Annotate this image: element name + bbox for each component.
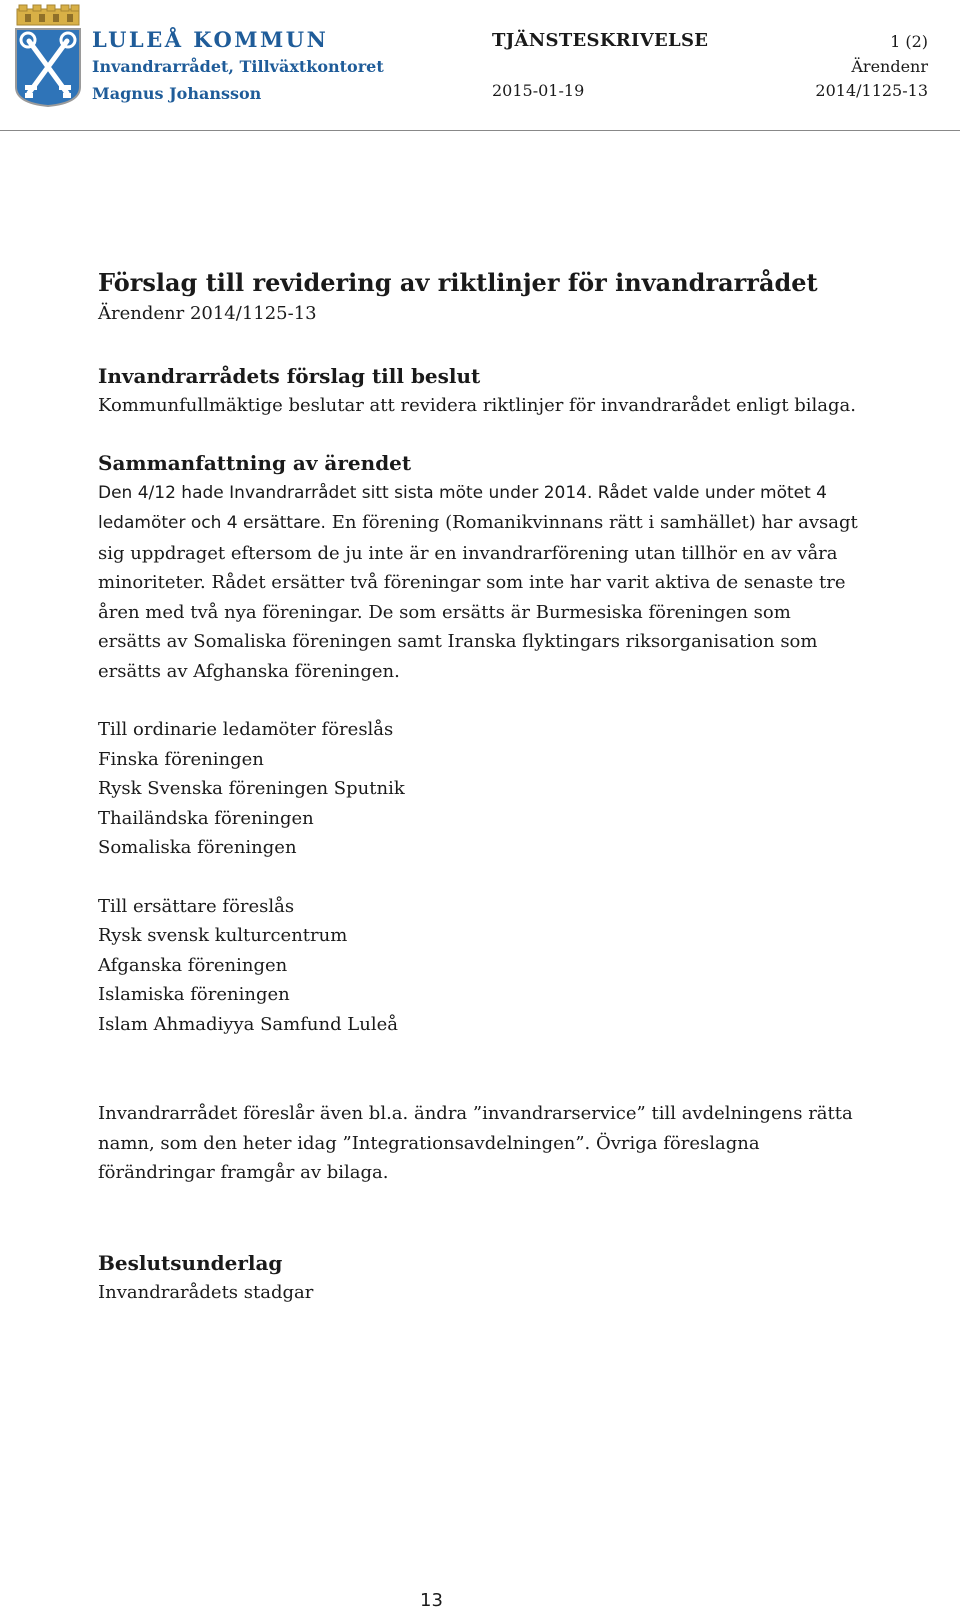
summary-text-start: Den 4/12 hade Invandrarrådet sitt sista möte under 2014. Rådet valde under mötet 4 ledamöter och 4 ersättare.	[98, 482, 827, 533]
reference-label: Ärendenr	[851, 57, 928, 76]
document-type: TJÄNSTESKRIVELSE	[492, 30, 709, 51]
page-title: Förslag till revidering av riktlinjer för invandrarrådet	[98, 268, 818, 297]
list-item: Somaliska föreningen	[98, 837, 297, 858]
page-number: 13	[420, 1590, 443, 1611]
title-reference: Ärendenr 2014/1125-13	[98, 303, 317, 324]
basis-text: Invandrarådets stadgar	[98, 1281, 314, 1303]
list-item: Islam Ahmadiyya Samfund Luleå	[98, 1013, 398, 1035]
author-name: Magnus Johansson	[92, 84, 262, 103]
extra-proposal-text: Invandrarrådet föreslår även bl.a. ändra ”invandrarservice” till avdelningens rätta namn, som den heter idag ”Integrationsavdelningen”. Övriga föreslagna förändringar framgår av bilaga.	[98, 1103, 853, 1183]
summary-text	[98, 478, 858, 687]
list-item: Afganska föreningen	[98, 954, 288, 976]
basis-heading: Beslutsunderlag	[98, 1250, 283, 1275]
org-name: LULEÅ KOMMUN	[92, 27, 329, 52]
substitutes-list	[98, 921, 858, 1039]
list-item: Islamiska föreningen	[98, 984, 290, 1005]
reference-number: 2014/1125-13	[815, 81, 928, 100]
page-indicator: 1 (2)	[890, 32, 928, 51]
summary-text-rest: En förening (Romanikvinnans rätt i samhället) har avsagt sig uppdraget eftersom de ju inte är en invandrarförening utan tillhör en av våra minoriteter. Rådet ersätter två föreningar som inte har varit aktiva de senaste tre åren med två nya föreningar. De som ersätts är Burmesiska föreningen som ersätts av Somaliska föreningen samt Iranska flyktingars riksorganisation som ersätts av Afghanska föreningen.	[98, 512, 858, 682]
document-body	[98, 267, 858, 1307]
list-item: Finska föreningen	[98, 748, 264, 770]
lulea-crest-icon	[13, 3, 83, 107]
list-item: Thailändska föreningen	[98, 807, 314, 829]
organization-block	[92, 27, 384, 106]
substitutes-heading: Till ersättare föreslås	[98, 895, 295, 917]
proposal-text: Kommunfullmäktige beslutar att revidera riktlinjer för invandrarådet enligt bilaga.	[98, 395, 857, 416]
proposal-heading: Invandrarrådets förslag till beslut	[98, 364, 481, 388]
document-date: 2015-01-19	[492, 81, 585, 100]
members-list	[98, 745, 858, 863]
members-heading: Till ordinarie ledamöter föreslås	[98, 719, 394, 740]
org-unit: Invandrarrådet, Tillväxtkontoret	[92, 57, 384, 76]
list-item: Rysk svensk kulturcentrum	[98, 925, 348, 946]
header-divider	[0, 130, 960, 131]
summary-heading: Sammanfattning av ärendet	[98, 450, 412, 475]
list-item: Rysk Svenska föreningen Sputnik	[98, 778, 405, 799]
